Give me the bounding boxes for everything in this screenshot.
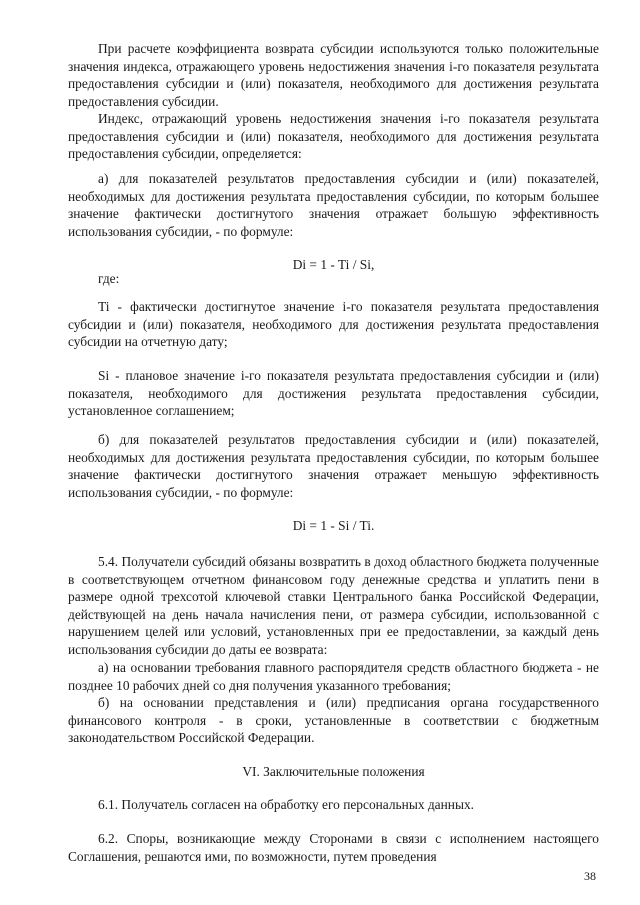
paragraph-6-1: 6.1. Получатель согласен на обработку его персональных данных. (98, 797, 474, 812)
paragraph-5-4-b: б) на основании представления и (или) предписания органа государственного финансового контроля - в сроки, установленные в соответствии с бюджетным законодательством Российской Федерации. (68, 695, 599, 745)
paragraph-coefficient-note: При расчете коэффициента возврата субсидии используются только положительные значения индекса, отражающего уровень недостижения значения i-го показателя результата предоставления субсидии и (или) показателя, необходимого для достижения результата предоставления субсидии. (68, 41, 599, 109)
paragraph-5-4-a: а) на основании требования главного распорядителя средств областного бюджета - не позднее 10 рабочих дней со дня получения указанного требования; (68, 660, 599, 693)
formula-a: Di = 1 - Ti / Si, (292, 257, 375, 272)
paragraph-ti-definition: Ti - фактически достигнутое значение i-го показателя результата предоставления субсидии и (или) показателя, необходимого для достижения результата предоставления субсидии на отчетную дату; (68, 299, 599, 349)
paragraph-index-definition: Индекс, отражающий уровень недостижения значения i-го показателя результата предоставления субсидии и (или) показателя, необходимого для достижения результата предоставления субсидии, определяется: (68, 111, 599, 161)
paragraph-si-definition: Si - плановое значение i-го показателя результата предоставления субсидии и (или) показателя, необходимого для достижения результата предоставления субсидии, установленное соглашением; (68, 368, 599, 418)
paragraph-5-4: 5.4. Получатели субсидий обязаны возвратить в доход областного бюджета полученные в соответствующем отчетном финансовом году денежные средства и уплатить пени в размере одной трехсотой ключевой ставки Центрального банка Российской Федерации, действующей на день начала начисления пени, от размера субсидии, использованной с нарушением целей или условий, установленных при ее предоставлении, за каждый день использования субсидии до даты ее возврата: (68, 554, 599, 657)
page-number: 38 (584, 869, 596, 883)
paragraph-case-b: б) для показателей результатов предоставления субсидии и (или) показателей, необходимых для достижения результата предоставления субсидии, по которым большее значение фактически достигнутого значения отражает меньшую эффективность использования субсидии, - по формуле: (68, 432, 599, 500)
paragraph-6-2: 6.2. Споры, возникающие между Сторонами в связи с исполнением настоящего Соглашения, решаются ими, по возможности, путем проведения (68, 831, 599, 864)
where-label: где: (98, 271, 120, 286)
section-title: VI. Заключительные положения (242, 764, 425, 779)
paragraph-case-a: а) для показателей результатов предоставления субсидии и (или) показателей, необходимых для достижения результата предоставления субсидии, по которым большее значение фактически достигнутого значения отражает большую эффективность использования субсидии, - по формуле: (68, 171, 599, 239)
formula-b: Di = 1 - Si / Ti. (292, 518, 375, 533)
